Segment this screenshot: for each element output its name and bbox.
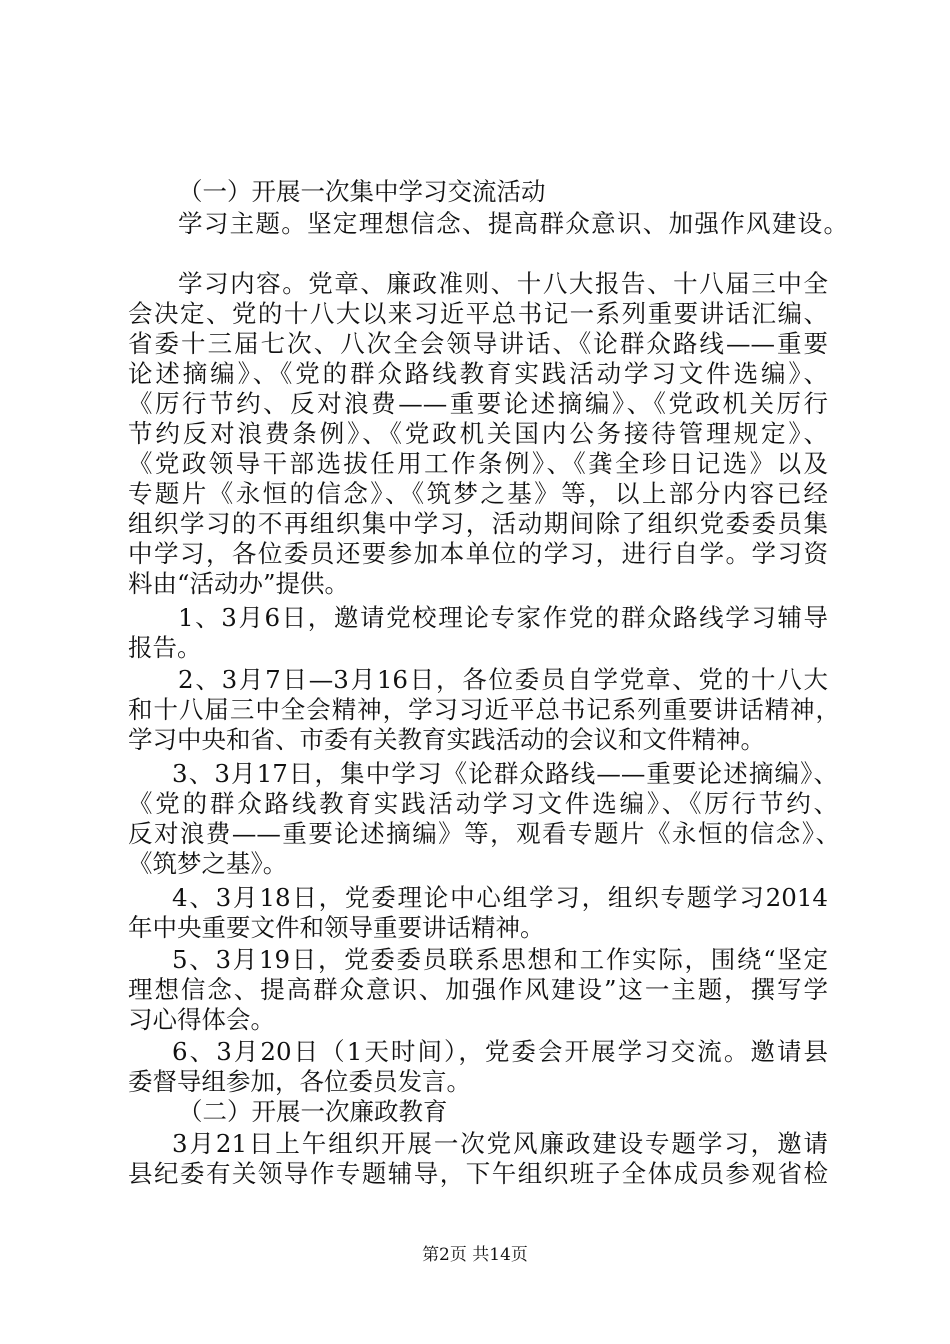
- paragraph-line: 5、3月19日，党委委员联系思想和工作实际，围绕“坚定: [172, 945, 828, 974]
- paragraph-line: 《筑梦之基》。: [128, 849, 288, 878]
- section-heading-1: （一）开展一次集中学习交流活动: [178, 177, 546, 206]
- paragraph-line: 1、3月6日，邀请党校理论专家作党的群众路线学习辅导: [178, 603, 828, 632]
- paragraph-line: 学习中央和省、市委有关教育实践活动的会议和文件精神。: [128, 725, 765, 754]
- paragraph-line: 论述摘编》、《党的群众路线教育实践活动学习文件选编》、: [128, 359, 828, 388]
- paragraph-line: 委督导组参加，各位委员发言。: [128, 1067, 471, 1096]
- paragraph-line: 县纪委有关领导作专题辅导，下午组织班子全体成员参观省检: [128, 1159, 828, 1188]
- paragraph-line: 3月21日上午组织开展一次党风廉政建设专题学习，邀请: [172, 1129, 828, 1158]
- paragraph-line: 《党的群众路线教育实践活动学习文件选编》、《厉行节约、: [128, 789, 838, 818]
- paragraph-line: 《党政领导干部选拔任用工作条例》、《龚全珍日记选》以及: [128, 449, 828, 478]
- paragraph-line: 4、3月18日，党委理论中心组学习，组织专题学习2014: [172, 883, 828, 912]
- paragraph-line: 理想信念、提高群众意识、加强作风建设”这一主题，撰写学: [128, 975, 828, 1004]
- paragraph-line: 会决定、党的十八大以来习近平总书记一系列重要讲话汇编、: [128, 299, 828, 328]
- paragraph-line: 习心得体会。: [128, 1005, 275, 1034]
- paragraph-line: 学习内容。党章、廉政准则、十八大报告、十八届三中全: [178, 269, 828, 298]
- section-heading-2: （二）开展一次廉政教育: [178, 1097, 448, 1126]
- paragraph-line: 报告。: [128, 633, 202, 662]
- paragraph-line: 组织学习的不再组织集中学习，活动期间除了组织党委委员集: [128, 509, 828, 538]
- paragraph-line: 专题片《永恒的信念》、《筑梦之基》等，以上部分内容已经: [128, 479, 828, 508]
- paragraph-line: 学习主题。坚定理想信念、提高群众意识、加强作风建设。: [178, 209, 848, 238]
- paragraph-line: 中学习，各位委员还要参加本单位的学习，进行自学。学习资: [128, 539, 828, 568]
- page-footer: 第2页 共14页: [422, 1245, 528, 1265]
- paragraph-line: 和十八届三中全会精神，学习习近平总书记系列重要讲话精神，: [128, 695, 840, 724]
- paragraph-line: 反对浪费——重要论述摘编》等，观看专题片《永恒的信念》、: [128, 819, 840, 848]
- paragraph-line: 6、3月20日（1天时间），党委会开展学习交流。邀请县: [172, 1037, 828, 1066]
- paragraph-line: 省委十三届七次、八次全会领导讲话、《论群众路线——重要: [128, 329, 828, 358]
- paragraph-line: 年中央重要文件和领导重要讲话精神。: [128, 913, 545, 942]
- paragraph-line: 2、3月7日—3月16日，各位委员自学党章、党的十八大: [178, 665, 828, 694]
- paragraph-line: 料由“活动办”提供。: [128, 569, 350, 598]
- paragraph-line: 3、3月17日，集中学习《论群众路线——重要论述摘编》、: [172, 759, 838, 788]
- paragraph-line: 《厉行节约、反对浪费——重要论述摘编》、《党政机关厉行: [128, 389, 828, 418]
- paragraph-line: 节约反对浪费条例》、《党政机关国内公务接待管理规定》、: [128, 419, 828, 448]
